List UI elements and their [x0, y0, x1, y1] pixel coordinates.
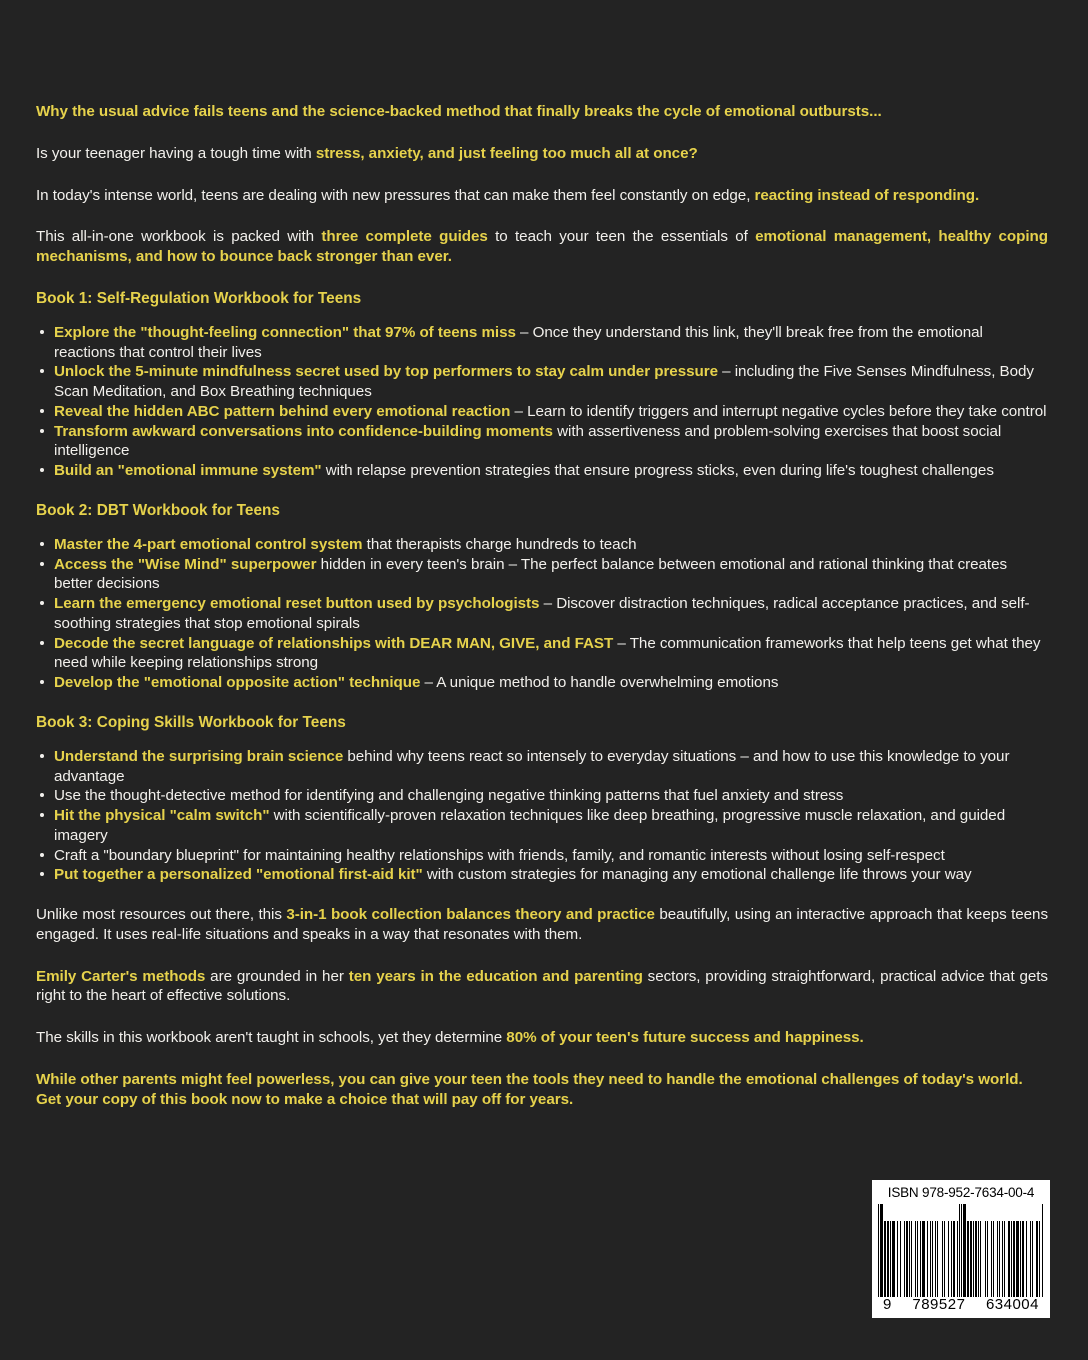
closing-paragraph-2	[36, 967, 1048, 1007]
bullet-text: with scientifically-proven relaxation techniques like deep breathing, progressive muscle relaxation, and guided imagery	[54, 807, 1006, 844]
intro-paragraph-3	[36, 227, 1048, 267]
intro-p3-text-b: to teach your teen the essentials of	[487, 228, 756, 246]
bullet-text: behind why teens react so intensely to everyday situations – and how to use this knowledge to your advantage	[54, 747, 1010, 785]
intro-p1-text: Is your teenager having a tough time with	[36, 144, 316, 162]
bullet-highlight: Decode the secret language of relationships with DEAR MAN, GIVE, and FAST	[54, 634, 614, 652]
intro-p3-highlight-1: three complete guides	[321, 228, 488, 246]
bullet-text: with assertiveness and problem-solving exercises that boost social intelligence	[54, 422, 1002, 460]
list-item	[36, 461, 1048, 481]
bullet-text: – A unique method to handle overwhelming emotions	[420, 674, 779, 692]
barcode-bars-area	[881, 1201, 1041, 1297]
bullet-dot-icon	[40, 562, 44, 566]
book-3-bullet-list	[36, 747, 1048, 885]
closing-p3-text: The skills in this workbook aren't taught in schools, yet they determine	[36, 1029, 507, 1047]
bullet-dot-icon	[40, 369, 44, 373]
closing-p2-highlight: ten years in the education and parenting	[348, 967, 643, 985]
cover-content	[36, 102, 1048, 1109]
headline: Why the usual advice fails teens and the science-backed method that finally breaks the cycle of emotional outbursts...	[36, 103, 882, 120]
bullet-dot-icon	[40, 409, 44, 413]
bullet-highlight: Develop the "emotional opposite action" technique	[54, 674, 421, 692]
bullet-highlight: Transform awkward conversations into confidence-building moments	[54, 422, 553, 440]
list-item	[36, 846, 1048, 866]
bullet-highlight: Put together a personalized "emotional first-aid kit"	[54, 866, 423, 884]
bullet-dot-icon	[40, 542, 44, 546]
list-item	[36, 594, 1048, 634]
intro-p2-highlight: reacting instead of responding.	[754, 186, 980, 204]
bullet-dot-icon	[40, 330, 44, 334]
author-name-highlight: Emily Carter's methods	[36, 967, 206, 985]
list-item	[36, 747, 1048, 787]
list-item	[36, 422, 1048, 462]
bullet-dot-icon	[40, 680, 44, 684]
barcode-digit-left: 9	[883, 1296, 892, 1313]
bullet-dot-icon	[40, 813, 44, 817]
closing-p2-text-a: are grounded in her	[205, 967, 349, 985]
intro-paragraph-2	[36, 186, 1048, 206]
barcode-digits	[881, 1297, 1041, 1314]
list-item	[36, 555, 1048, 595]
barcode-bars	[878, 1204, 1044, 1297]
closing-paragraph-1	[36, 905, 1048, 945]
bullet-text: Use the thought-detective method for identifying and challenging negative thinking patterns that fuel anxiety and stress	[54, 787, 844, 805]
bullet-text: Craft a "boundary blueprint" for maintaining healthy relationships with friends, family, and romantic interests without losing self-respect	[54, 846, 945, 864]
closing-p2-text-b: sectors, providing straightforward, practical advice that gets right to the heart of effective solutions.	[36, 967, 1048, 1005]
list-item	[36, 362, 1048, 402]
list-item	[36, 865, 1048, 885]
bullet-dot-icon	[40, 853, 44, 857]
isbn-barcode	[872, 1180, 1050, 1318]
bullet-highlight: Reveal the hidden ABC pattern behind every emotional reaction	[54, 402, 511, 420]
intro-paragraph-1	[36, 144, 1048, 164]
bullet-text: – Learn to identify triggers and interrupt negative cycles before they take control	[510, 402, 1047, 420]
bullet-highlight: Master the 4-part emotional control system	[54, 535, 363, 553]
bullet-text: – Discover distraction techniques, radical acceptance practices, and self-soothing strategies that stop emotional spirals	[54, 595, 1030, 632]
book-3-title: Book 3: Coping Skills Workbook for Teens	[36, 713, 346, 731]
closing-p1-highlight: 3-in-1 book collection balances theory and practice	[286, 906, 655, 924]
bullet-text: – Once they understand this link, they'll break free from the emotional reactions that control their lives	[54, 323, 983, 361]
bullet-highlight: Explore the "thought-feeling connection" that 97% of teens miss	[54, 323, 516, 341]
bullet-dot-icon	[40, 468, 44, 472]
list-item	[36, 806, 1048, 846]
list-item	[36, 673, 1048, 693]
book-1-title: Book 1: Self-Regulation Workbook for Teens	[36, 289, 362, 307]
isbn-label: ISBN 978-952-7634-00-4	[887, 1185, 1035, 1200]
call-to-action: While other parents might feel powerless, you can give your teen the tools they need to handle the emotional challenges of today's world. Get your copy of this book now to make a choice that will pay off for years.	[36, 1070, 1023, 1108]
book-1-bullet-list	[36, 323, 1048, 481]
bullet-highlight: Access the "Wise Mind" superpower	[54, 555, 317, 573]
intro-p3-highlight-2: emotional management, healthy coping mechanisms, and how to bounce back stronger than ever.	[36, 228, 1048, 265]
list-item	[36, 323, 1048, 363]
closing-p1-text-b: beautifully, using an interactive approach that keeps teens engaged. It uses real-life situations and speaks in a way that resonates with them.	[36, 906, 1048, 943]
list-item	[36, 786, 1048, 806]
bullet-dot-icon	[40, 601, 44, 605]
book-2-title: Book 2: DBT Workbook for Teens	[36, 501, 280, 519]
bullet-dot-icon	[40, 754, 44, 758]
closing-paragraph-3	[36, 1028, 1048, 1048]
bullet-text: – including the Five Senses Mindfulness, Body Scan Meditation, and Box Breathing techniques	[54, 363, 1034, 401]
list-item	[36, 535, 1048, 555]
book-2-bullet-list	[36, 535, 1048, 693]
bullet-highlight: Understand the surprising brain science	[54, 747, 344, 765]
bullet-dot-icon	[40, 429, 44, 433]
bullet-text: with relapse prevention strategies that ensure progress sticks, even during life's toughest challenges	[321, 462, 994, 480]
bullet-highlight: Unlock the 5-minute mindfulness secret used by top performers to stay calm under pressure	[54, 363, 718, 381]
barcode-digit-group-1: 789527	[912, 1296, 966, 1313]
bullet-highlight: Learn the emergency emotional reset button used by psychologists	[54, 595, 540, 613]
bullet-highlight: Build an "emotional immune system"	[54, 462, 322, 480]
closing-p3-highlight: 80% of your teen's future success and happiness.	[506, 1029, 864, 1047]
barcode-digit-group-2: 634004	[985, 1296, 1039, 1313]
bullet-text: – The communication frameworks that help teens get what they need while keeping relationships strong	[54, 634, 1041, 672]
bullet-text: that therapists charge hundreds to teach	[362, 535, 637, 553]
bullet-text: with custom strategies for managing any emotional challenge life throws your way	[422, 866, 972, 884]
list-item	[36, 634, 1048, 674]
closing-p1-text-a: Unlike most resources out there, this	[36, 906, 287, 924]
bullet-dot-icon	[40, 641, 44, 645]
intro-p3-text-a: This all-in-one workbook is packed with	[36, 228, 322, 246]
bullet-dot-icon	[40, 872, 44, 876]
intro-p2-text: In today's intense world, teens are dealing with new pressures that can make them feel constantly on edge,	[36, 186, 755, 204]
bullet-highlight: Hit the physical "calm switch"	[54, 807, 270, 825]
bullet-text: hidden in every teen's brain – The perfect balance between emotional and rational thinking that creates better decisions	[54, 555, 1008, 593]
bullet-dot-icon	[40, 793, 44, 797]
list-item	[36, 402, 1048, 422]
intro-p1-highlight: stress, anxiety, and just feeling too much all at once?	[315, 144, 698, 162]
